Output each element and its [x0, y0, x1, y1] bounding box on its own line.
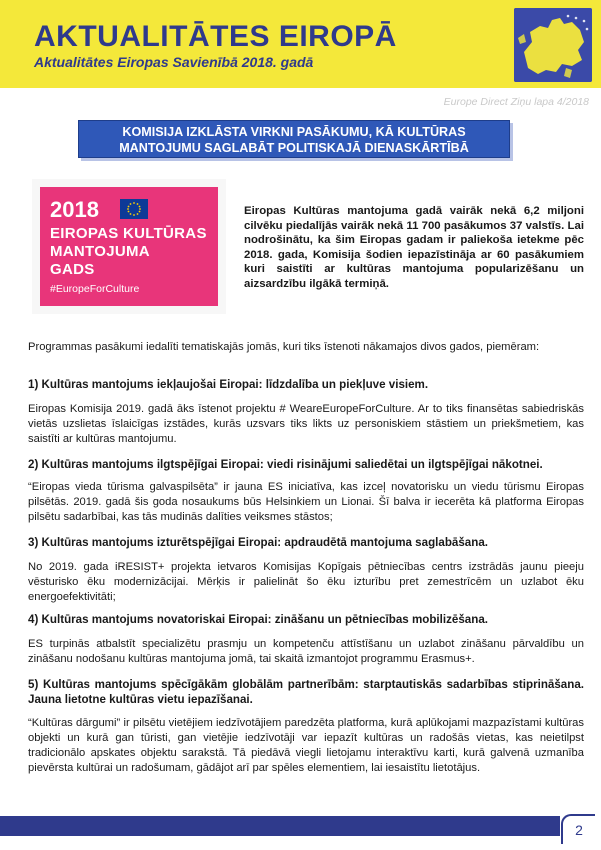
heritage-year-poster	[32, 179, 226, 314]
eu-flag-icon	[120, 199, 148, 219]
section-heading: 1) Kultūras mantojums iekļaujošai Eiropai: līdzdalība un piekļuve visiem.	[28, 378, 429, 391]
poster-line: EIROPAS KULTŪRAS	[50, 225, 207, 242]
page-title: AKTUALITĀTES EIROPĀ	[34, 20, 397, 53]
footer-bar	[0, 816, 560, 836]
section-heading: 4) Kultūras mantojums novatoriskai Eiropai: zināšanu un pētniecības mobilizēšana.	[28, 613, 488, 626]
section-text: ES turpinās atbalstīt specializētu prasmju un kompetenču attīstīšanu un uzlabot zināšanu pārvaldību un zināšanu nodošanu kultūras mantojuma jomā, tai skaitā izmantojot programmu Erasmus+.	[28, 638, 584, 665]
section-heading: 3) Kultūras mantojums izturētspējīgai Eiropai: apdraudētā mantojuma saglabāšana.	[28, 536, 488, 549]
article-title-line: KOMISIJA IZKLĀSTA VIRKNI PASĀKUMU, KĀ KULTŪRAS	[122, 125, 466, 139]
poster-background	[40, 187, 218, 306]
article-title-line: MANTOJUMU SAGLABĀT POLITISKAJĀ DIENASKĀRTĪBĀ	[119, 141, 469, 155]
eu-map-icon	[514, 8, 592, 82]
poster-year: 2018	[50, 197, 99, 222]
page-subtitle: Aktualitātes Eiropas Savienībā 2018. gadā	[34, 54, 314, 70]
section-text: Eiropas Komisija 2019. gadā āks īstenot projektu # WeareEuropeForCulture. Ar to tiks finansētas sabiedriskās vietās uzslietas īslaicīgas izstādes, kurās uzsvars tiks likts uz personiskiem stāstiem un priekšmetiem, kas saistīti ar kultūras mantojumu.	[28, 403, 584, 445]
section-text: “Kultūras dārgumi” ir pilsētu vietējiem iedzīvotājiem paredzēta platforma, kurā aplūkojami mazpazīstami kultūras objekti un kurā gan tūristi, gan vietējie iedzīvotāji var iepazīt kultūras un radošās vietas, kas neietilpst tradicionālo apskates objektu sarakstā. Tā piedāvā viegli lietojamu interaktīvu karti, kurā galvenā uzmanība pievērsta kultūrai un radošumam, gādājot arī par spēles elementiem, lai iesaistītu lietotājus.	[28, 717, 584, 774]
programme-intro: Programmas pasākumi iedalīti tematiskajās jomās, kuri tiks īstenoti nākamajos divos gados, piemēram:	[28, 341, 540, 353]
poster-hashtag: #EuropeForCulture	[50, 283, 140, 295]
poster-line: GADS	[50, 261, 95, 278]
page-number: 2	[561, 814, 595, 844]
article-title	[78, 120, 510, 158]
section-heading: 5) Kultūras mantojums spēcīgākām globālām partnerībām: starptautiskās sadarbības stiprināšana. Jauna lietotne kultūras vietu iepazīšanai.	[28, 678, 584, 706]
poster-line: MANTOJUMA	[50, 243, 150, 260]
newsletter-reference: Europe Direct Ziņu lapa 4/2018	[443, 96, 589, 108]
intro-paragraph: Eiropas Kultūras mantojuma gadā vairāk nekā 6,2 miljoni cilvēku piedalījās vairāk nekā 11 700 pasākumos 37 valstīs. Lai nodrošinātu, ka šim Eiropas gadam ir paliekoša ietekme pēc 2018. gada, Komisija šodien iepazīstināja ar 60 pasākumiem kuri saistīti ar kultūras mantojuma popularizēšanu un aizsardzību ilgākā termiņā.	[244, 205, 584, 290]
section-heading: 2) Kultūras mantojums ilgtspējīgai Eiropai: viedi risinājumi saliedētai un ilgtspējīgai nākotnei.	[28, 458, 543, 471]
section-text: No 2019. gada iRESIST+ projekta ietvaros Komisijas Kopīgais pētniecības centrs izstrādās jaunu pieeju vēsturisko ēku modernizācijai. Mērķis ir palielināt šo ēku izturību pret zemestrīcēm un uzlabot ēku energoefektivitāti;	[28, 561, 584, 603]
page-header	[0, 0, 601, 88]
section-text: “Eiropas vieda tūrisma galvaspilsēta” ir jauna ES iniciatīva, kas izceļ novatorisku un viedu tūrismu Eiropas pilsētās. 2019. gadā šis goda nosaukums būs Helsinkiem un Lionai. Šī balva ir iecerēta kā platforma Eiropas pilsētu sadarbībai, kas tās mudinās dalīties veiksmes stāstos;	[28, 481, 584, 523]
